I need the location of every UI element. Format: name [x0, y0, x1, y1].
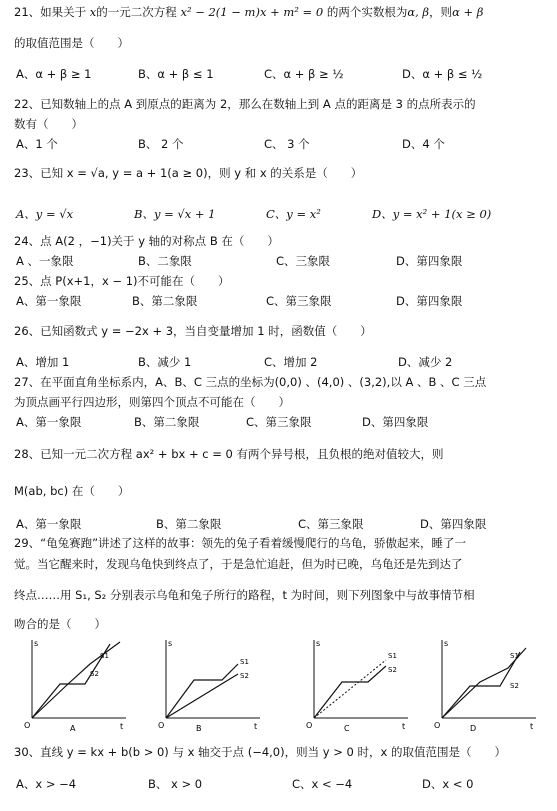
q28-line2: M(ab, bc) 在（ ） — [14, 484, 130, 498]
graph-a — [20, 636, 130, 736]
q28-option-b: B、第二象限 — [156, 517, 222, 531]
q21-prefix: 21、如果关于 — [14, 5, 87, 19]
graph-c — [302, 636, 412, 736]
q29-line1: 29、“龟兔赛跑”讲述了这样的故事：领先的兔子看着缓慢爬行的乌龟，骄傲起来，睡了一 — [14, 536, 467, 550]
q26-option-d: D、减少 2 — [398, 355, 453, 369]
q22-option-c: C、 3 个 — [264, 137, 310, 151]
graph-b-s1: S1 — [240, 658, 249, 666]
q29-line3: 终点……用 S₁, S₂ 分别表示乌龟和兔子所行的路程，t 为时间，则下列图象中与故事情节相 — [14, 588, 475, 602]
q22-option-d: D、4 个 — [402, 137, 445, 151]
graph-b-label: B — [196, 724, 202, 733]
graph-b — [154, 636, 264, 736]
q26-option-a: A、增加 1 — [16, 355, 70, 369]
graph-a-s1: S1 — [100, 652, 109, 660]
q21-expr: α + β — [452, 5, 484, 19]
q25-option-b: B、第二象限 — [132, 294, 198, 308]
q22-line1: 22、已知数轴上的点 A 到原点的距离为 2，那么在数轴上到 A 点的距离是 3 的点所表示的 — [14, 97, 476, 111]
q27-option-b: B、第二象限 — [134, 415, 200, 429]
q21-roots: α, β — [407, 5, 430, 19]
q28-line1: 28、已知一元二次方程 ax² + bx + c = 0 有两个异号根，且负根的绝对值较大，则 — [14, 447, 444, 461]
q24-option-a: A 、一象限 — [16, 254, 74, 268]
graph-b-origin: O — [158, 721, 165, 730]
q24-option-b: B、二象限 — [138, 254, 192, 268]
q23-option-b: B、y = √x + 1 — [134, 207, 216, 221]
q23-option-d: D、y = x² + 1(x ≥ 0) — [372, 207, 492, 221]
q23-option-a: A、y = √x — [16, 207, 74, 221]
q22-option-b: B、 2 个 — [138, 137, 184, 151]
graph-c-s2-line — [314, 660, 386, 718]
q21-var: x — [89, 5, 97, 19]
graph-b-s-label: s — [168, 639, 173, 648]
graph-c-s1-line — [314, 666, 386, 718]
q25-option-d: D、第四象限 — [396, 294, 463, 308]
q30-option-a: A、x > −4 — [16, 777, 77, 791]
graph-c-origin: O — [306, 721, 313, 730]
graph-c-t-label: t — [402, 722, 406, 731]
graph-b-s2: S2 — [240, 672, 249, 680]
q21-equation: x² − 2(1 − m)x + m² = 0 — [180, 5, 324, 19]
graph-b-t-label: t — [254, 722, 258, 731]
q21-option-c: C、α + β ≥ ½ — [264, 67, 344, 81]
graph-d-label: D — [470, 724, 477, 733]
q28-option-d: D、第四象限 — [420, 517, 487, 531]
q22-option-a: A、1 个 — [16, 137, 58, 151]
graph-a-s-label: s — [34, 639, 39, 648]
q24-option-c: C、三象限 — [276, 254, 331, 268]
q30-option-d: D、x < 0 — [422, 777, 474, 791]
q27-line2: 为顶点画平行四边形，则第四个顶点不可能在（ ） — [14, 395, 290, 409]
graph-b-s1-line — [166, 664, 238, 718]
q30-stem: 30、直线 y = kx + b(b > 0) 与 x 轴交于点 (−4,0)，则当 y > 0 时，x 的取值范围是（ ） — [14, 745, 506, 759]
q21-line2: 的取值范围是（ ） — [14, 36, 129, 50]
q21-stem — [14, 4, 483, 20]
graph-c-s2: S2 — [388, 666, 397, 674]
q21-mid: 的一元二次方程 — [96, 5, 177, 19]
graph-a-t-label: t — [120, 722, 124, 731]
graph-d-s2: S2 — [510, 682, 519, 690]
q21-option-b: B、α + β ≤ 1 — [138, 67, 214, 81]
q26-option-c: C、增加 2 — [264, 355, 318, 369]
q26-option-b: B、减少 1 — [138, 355, 192, 369]
q21-suffix: 的两个实数根为 — [326, 5, 408, 19]
q26-stem: 26、已知函数式 y = −2x + 3，当自变量增加 1 时，函数值（ ） — [14, 324, 372, 338]
q27-option-a: A、第一象限 — [16, 415, 82, 429]
q25-option-a: A、第一象限 — [16, 294, 82, 308]
q23-stem: 23、已知 x = √a, y = a + 1(a ≥ 0)，则 y 和 x 的关系是（ ） — [14, 166, 363, 180]
q21-option-d: D、α + β ≤ ½ — [402, 67, 483, 81]
q24-option-d: D、第四象限 — [396, 254, 463, 268]
graph-d-s-label: s — [444, 639, 449, 648]
q23-option-c: C、y = x² — [266, 207, 321, 221]
graph-d-s1-line — [442, 652, 520, 718]
graph-c-s1: S1 — [388, 652, 397, 660]
graph-d-origin: O — [434, 721, 441, 730]
q27-option-d: D、第四象限 — [362, 415, 429, 429]
graph-a-s2: S2 — [90, 670, 99, 678]
q29-line4: 吻合的是（ ） — [14, 617, 106, 631]
q21-tail: ，则 — [429, 5, 453, 19]
q30-option-b: B、 x > 0 — [148, 777, 203, 791]
q22-line2: 数有（ ） — [14, 117, 83, 131]
q29-line2: 觉。当它醒来时，发现乌龟快到终点了，于是急忙追赶，但为时已晚，乌龟还是先到达了 — [14, 557, 463, 571]
q27-option-c: C、第三象限 — [246, 415, 312, 429]
q30-option-c: C、x < −4 — [292, 777, 353, 791]
graph-a-label: A — [70, 724, 76, 733]
graph-c-s-label: s — [316, 639, 321, 648]
graph-d — [430, 636, 540, 736]
q25-option-c: C、第三象限 — [266, 294, 332, 308]
q27-line1: 27、在平面直角坐标系内，A、B、C 三点的坐标为(0,0) 、(4,0) 、(3,2),以 A 、B 、C 三点 — [14, 375, 487, 389]
graph-d-s1: S1 — [510, 652, 519, 660]
q25-stem: 25、点 P(x+1，x − 1)不可能在（ ） — [14, 274, 230, 288]
q28-option-c: C、第三象限 — [298, 517, 364, 531]
q21-option-a: A、α + β ≥ 1 — [16, 67, 92, 81]
q28-option-a: A、第一象限 — [16, 517, 82, 531]
q24-stem: 24、点 A(2 ，−1)关于 y 轴的对称点 B 在（ ） — [14, 234, 279, 248]
graph-a-origin: O — [24, 721, 31, 730]
graph-c-label: C — [344, 724, 350, 733]
graph-d-t-label: t — [530, 722, 534, 731]
